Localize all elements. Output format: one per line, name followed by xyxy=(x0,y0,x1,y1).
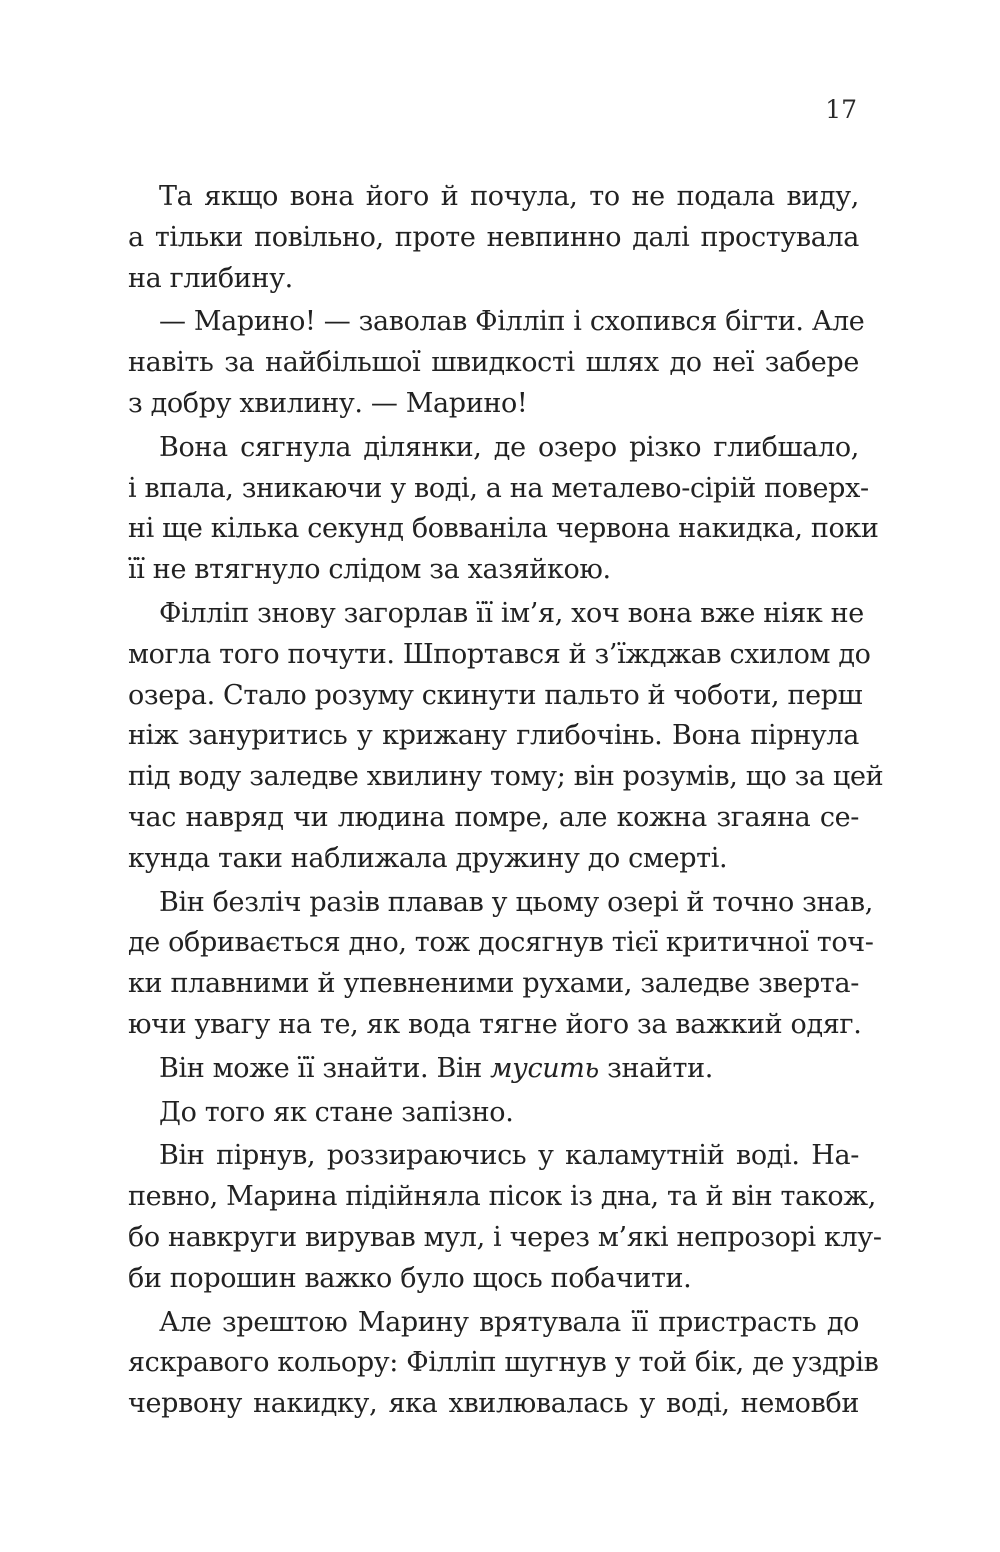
text-line: яскравого кольору: Філліп шугнув у той бік, де уздрів xyxy=(128,1347,879,1379)
text-line: Але зрештою Марину врятувала її пристрасть до xyxy=(159,1306,859,1338)
text-line: ніж зануритись у крижану глибочінь. Вона пірнула xyxy=(128,720,859,752)
text-line: навіть за найбільшої швидкості шлях до неї забере xyxy=(128,347,859,379)
page-number: 17 xyxy=(825,95,857,124)
paragraph xyxy=(128,1303,879,1425)
paragraph xyxy=(128,1049,859,1090)
text-line: на глибину. xyxy=(128,262,293,294)
text-run: Він може її знайти. Він xyxy=(159,1052,491,1084)
text-line: ючи увагу на те, як вода тягне його за важкий одяг. xyxy=(128,1008,862,1040)
paragraph xyxy=(128,594,884,880)
text-line: червону накидку, яка хвилювалась у воді, немовби xyxy=(128,1388,859,1420)
paragraph xyxy=(128,302,865,424)
body-text xyxy=(128,177,884,1425)
text-line: бо навкруги вирував мул, і через м’які непрозорі клу- xyxy=(128,1221,882,1253)
text-line: Філліп знову загорлав її ім’я, хоч вона вже ніяк не xyxy=(159,597,864,629)
text-line: озера. Стало розуму скинути пальто й чоботи, перш xyxy=(128,679,863,711)
text-line: з добру хвилину. — Марино! xyxy=(128,387,528,419)
text-line: Вона сягнула ділянки, де озеро різко глибшало, xyxy=(159,431,859,463)
text-line: під воду заледве хвилину тому; він розумів, що за цей xyxy=(128,761,884,793)
text-line: певно, Марина підійняла пісок із дна, та й він також, xyxy=(128,1181,876,1213)
text-line: час навряд чи людина помре, але кожна згаяна се- xyxy=(128,801,859,833)
paragraph xyxy=(128,883,874,1046)
paragraph xyxy=(128,177,859,299)
paragraph xyxy=(128,1093,859,1134)
text-line: Він пірнув, роззираючись у каламутній воді. На- xyxy=(159,1140,859,1172)
text-line: — Марино! — заволав Філліп і схопився бігти. Але xyxy=(159,306,865,338)
paragraph xyxy=(128,428,879,591)
text-line: могла того почути. Шпортався й з’їжджав схилом до xyxy=(128,638,871,670)
text-line: ки плавними й упевненими рухами, заледве зверта- xyxy=(128,968,859,1000)
text-line: ні ще кілька секунд бовваніла червона накидка, поки xyxy=(128,513,879,545)
text-line: би порошин важко було щось побачити. xyxy=(128,1262,692,1294)
text-line xyxy=(128,1049,859,1090)
text-line: її не втягнуло слідом за хазяйкою. xyxy=(128,554,611,586)
emphasis-word: мусить xyxy=(490,1052,599,1084)
text-line: До того як стане запізно. xyxy=(159,1096,514,1128)
text-run: знайти. xyxy=(598,1052,714,1084)
paragraph xyxy=(128,1136,882,1299)
text-line: а тільки повільно, проте невпинно далі простувала xyxy=(128,221,859,253)
text-line: кунда таки наближала дружину до смерті. xyxy=(128,842,728,874)
text-line: Та якщо вона його й почула, то не подала виду, xyxy=(159,181,859,212)
text-line: і впала, зникаючи у воді, а на металево-сірій поверх- xyxy=(128,472,869,504)
text-line: де обривається дно, тож досягнув тієї критичної точ- xyxy=(128,927,874,959)
text-line: Він безліч разів плавав у цьому озері й точно знав, xyxy=(159,886,874,918)
